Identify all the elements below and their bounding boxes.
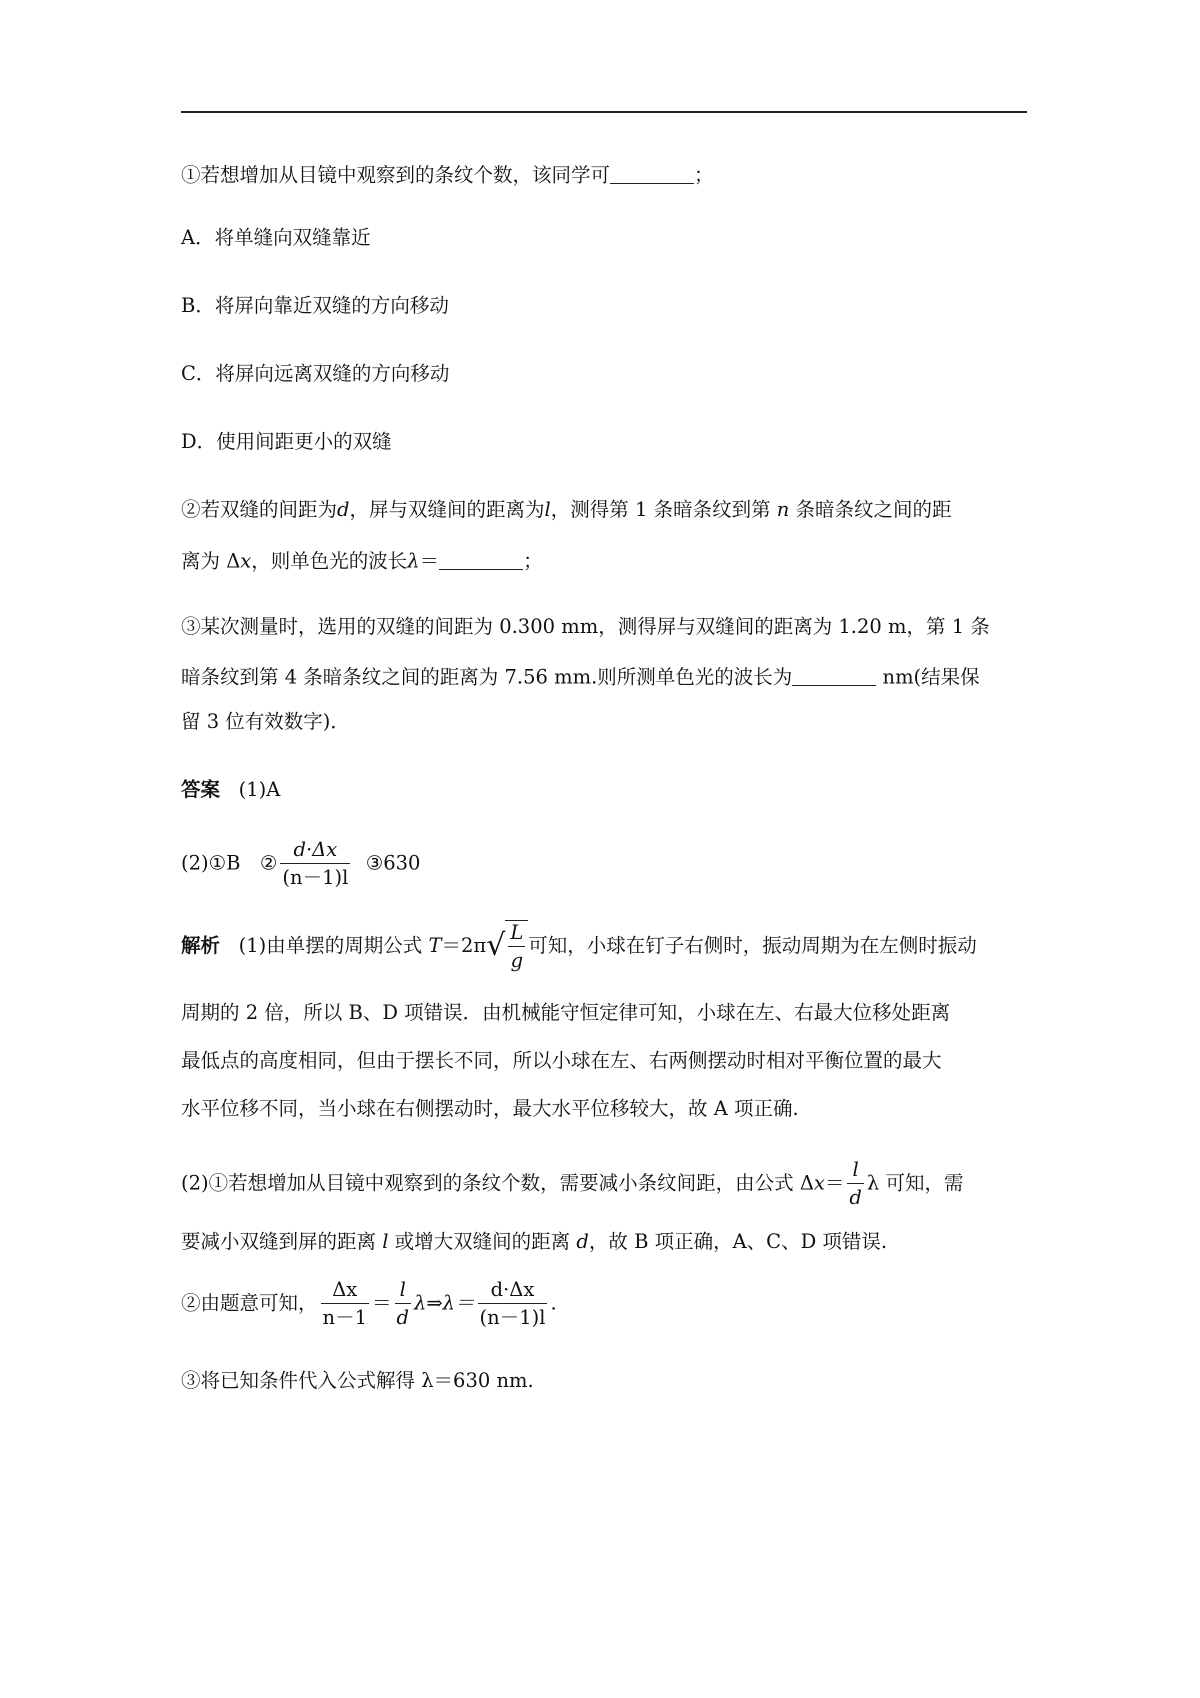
analysis-line-2: 周期的 2 倍，所以 B、D 项错误．由机械能守恒定律可知，小球在左、右最大位移处距离 — [181, 1001, 951, 1024]
question-1-text: ①若想增加从目镜中观察到的条纹个数，该同学可 — [181, 163, 611, 187]
answer-label: 答案 — [181, 778, 221, 801]
question-3-line-1: ③某次测量时，选用的双缝的间距为 0.300 mm，测得屏与双缝间的距离为 1.20 m，第 1 条 — [181, 615, 990, 638]
option-a: A．将单缝向双缝靠近 — [181, 226, 371, 249]
answer-blank-1 — [610, 163, 694, 184]
analysis-line-1: 解析 (1)由单摆的周期公式 T＝2π√ $\frac{L}{g}$ 可知，小球在钉子右侧时，振动周期为在左侧时振动 — [181, 921, 977, 973]
question-2-line-2: 离为 Δx，则单色光的波长λ＝ ； — [181, 549, 543, 573]
analysis-2-line-2: 要减小双缝到屏的距离 l 或增大双缝间的距离 d，故 B 项正确，A、C、D 项错误. — [181, 1230, 888, 1253]
sqrt-formula: √ $\frac{L}{g}$ — [486, 920, 528, 973]
option-b: B．将屏向靠近双缝的方向移动 — [181, 294, 449, 317]
question-3-line-2: 暗条纹到第 4 条暗条纹之间的距离为 7.56 mm.则所测单色光的波长为 nm(结果保 — [181, 665, 980, 689]
option-c: C．将屏向远离双缝的方向移动 — [181, 362, 450, 385]
question-2-line-1: ②若双缝的间距为d，屏与双缝间的距离为l，测得第 1 条暗条纹到第 n 条暗条纹之间的距 — [181, 498, 952, 521]
analysis-2-line-3: ②由题意可知， $\frac{\Delta x}{n-1}$ ＝ $\frac{l}{d}$ λ⇒λ＝ $\frac{d\cdot\Delta x}{(n-1)l}$ . — [181, 1278, 557, 1330]
answer-line-1: 答案 (1)A — [181, 778, 281, 801]
question-3-line-3: 留 3 位有效数字)． — [181, 710, 350, 733]
answer-blank-2 — [439, 549, 523, 570]
analysis-2-line-1: (2)①若想增加从目镜中观察到的条纹个数，需要减小条纹间距，由公式 Δx＝ $\frac{l}{d}$ λ 可知，需 — [181, 1158, 964, 1210]
analysis-line-3: 最低点的高度相同，但由于摆长不同，所以小球在左、右两侧摆动时相对平衡位置的最大 — [181, 1049, 942, 1072]
answer-line-2: (2)①B ② $\frac{d\cdot\Delta x}{(n-1)l}$ ③630 — [181, 838, 421, 890]
analysis-line-4: 水平位移不同，当小球在右侧摆动时，最大水平位移较大，故 A 项正确. — [181, 1097, 799, 1120]
answer-blank-3 — [792, 665, 876, 686]
option-d: D．使用间距更小的双缝 — [181, 430, 392, 453]
analysis-2-line-4: ③将已知条件代入公式解得 λ＝630 nm. — [181, 1369, 534, 1392]
question-1-line: ①若想增加从目镜中观察到的条纹个数，该同学可 ； — [181, 163, 714, 187]
header-rule — [181, 111, 1027, 113]
analysis-label: 解析 — [181, 933, 221, 957]
answer-fraction: $\frac{d\cdot\Delta x}{(n-1)l}$ — [282, 838, 349, 890]
